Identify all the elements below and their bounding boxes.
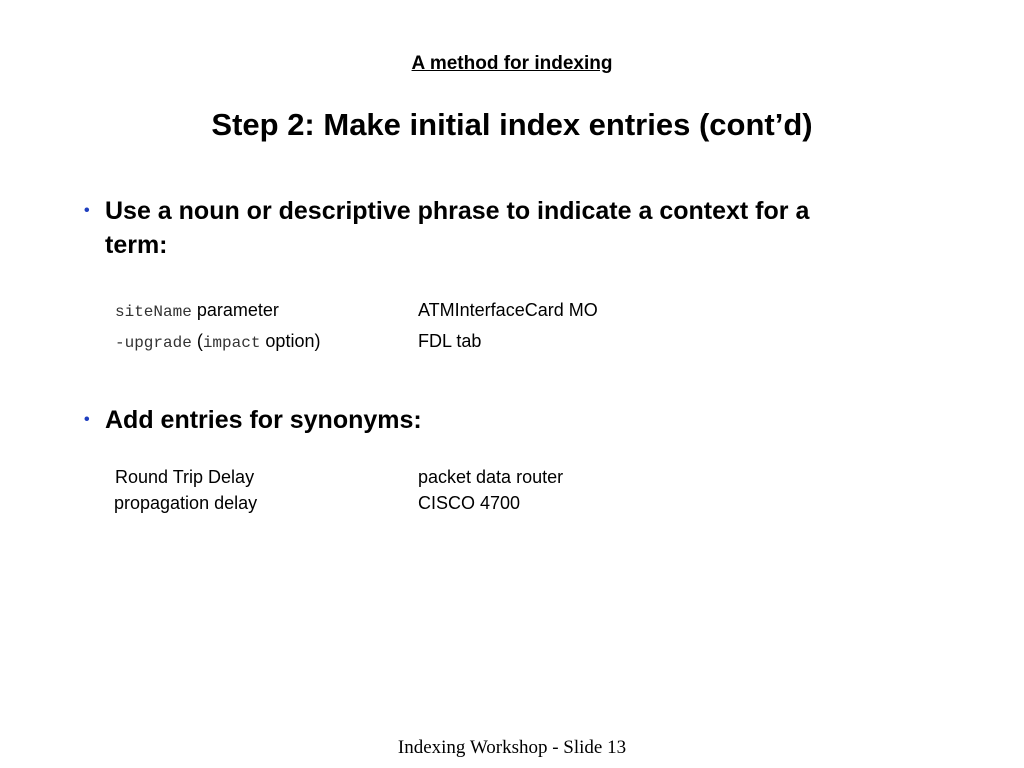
slide-footer: Indexing Workshop - Slide 13 — [397, 737, 627, 758]
example-right: packet data router — [418, 467, 564, 487]
term-text: ( — [191, 331, 203, 351]
bullet-dot-icon: • — [84, 411, 90, 428]
term-text: option) — [260, 331, 321, 351]
example-right: FDL tab — [418, 331, 482, 351]
bullet-synonyms — [84, 403, 864, 437]
bullet-text: Use a noun or descriptive phrase to indicate a context for a term: — [105, 197, 810, 259]
example-right: ATMInterfaceCard MO — [418, 300, 598, 320]
term-text: parameter — [191, 300, 279, 320]
code-term: -upgrade — [115, 334, 192, 352]
code-term: impact — [202, 334, 261, 352]
bullet-context — [84, 194, 864, 262]
example-left — [115, 300, 279, 321]
example-left: propagation delay — [114, 493, 258, 513]
bullet-dot-icon: • — [84, 202, 90, 219]
bullet-text: Add entries for synonyms: — [105, 406, 422, 434]
example-right: CISCO 4700 — [418, 493, 521, 513]
code-term: siteName — [115, 303, 192, 321]
slide-title: Step 2: Make initial index entries (cont’d) — [211, 107, 813, 142]
section-title: A method for indexing — [411, 53, 613, 74]
example-left — [115, 331, 320, 352]
example-left: Round Trip Delay — [115, 467, 255, 487]
